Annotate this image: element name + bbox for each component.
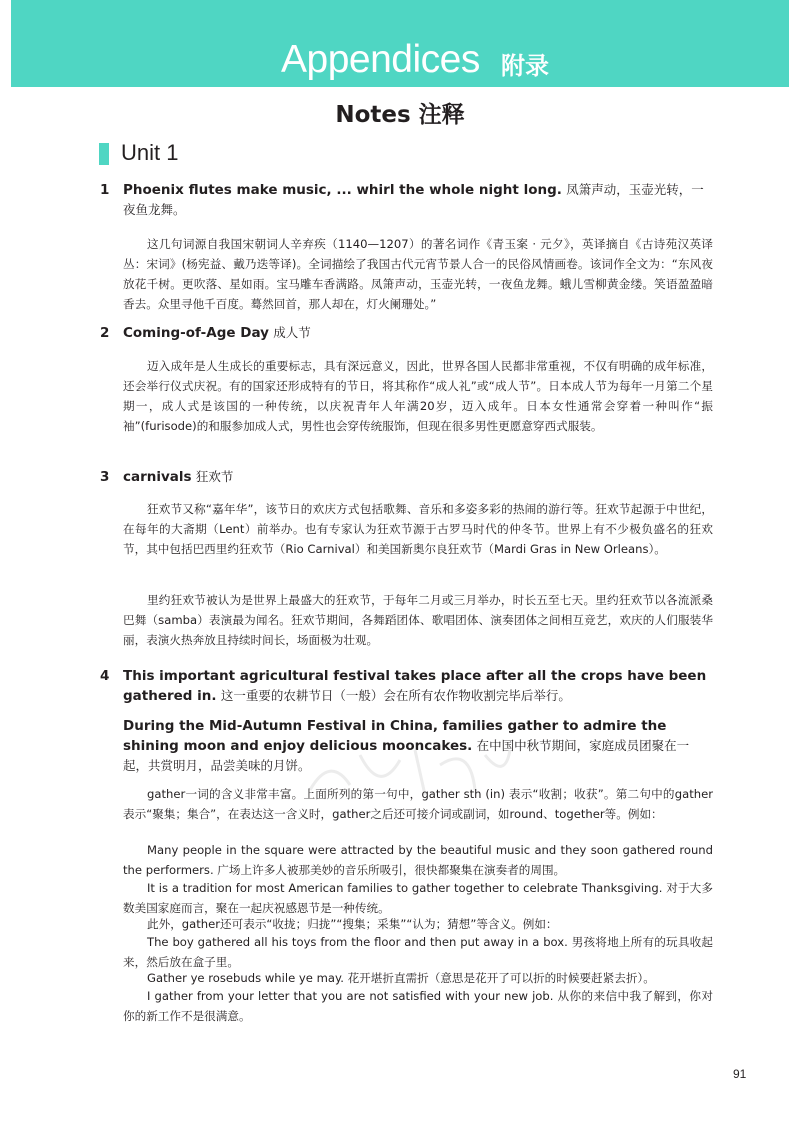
note-heading-cn: 狂欢节 — [195, 469, 234, 484]
note-heading — [123, 323, 713, 343]
example-sentence: Many people in the square were attracted by the beautiful music and they soon gathered round the performers. 广场上许多人被那美妙的音乐所吸引，很快都聚集在演奏者的周围。 — [123, 843, 713, 877]
note-number: 4 — [100, 668, 110, 684]
note-heading — [123, 666, 713, 706]
note-heading-en: Phoenix flutes make music, ... whirl the whole night long. — [123, 182, 562, 198]
note-paragraph: gather一词的含义非常丰富。上面所列的第一句中，gather sth (in) 表示“收割；收获”。第二句中的gather表示“聚集；集合”，在表达这一含义时，gather之后还可接介词或副词，如round、together等。例如： — [123, 787, 713, 821]
page-title: Notes 注释 — [335, 102, 465, 128]
example-sentence: It is a tradition for most American families to gather together to celebrate Thanksgiving. 对于大多数美国家庭而言，聚在一起庆祝感恩节是一种传统。 — [123, 881, 713, 915]
note-number: 3 — [100, 469, 110, 485]
header-banner — [11, 0, 789, 87]
note-heading-cn: 成人节 — [273, 325, 311, 340]
note-heading — [123, 180, 713, 220]
banner-title-cn: 附录 — [501, 52, 549, 80]
example-sentence: The boy gathered all his toys from the floor and then put away in a box. 男孩将地上所有的玩具收起来，然后放在盒子里。 — [123, 935, 713, 969]
note-paragraph: 迈入成年是人生成长的重要标志，具有深远意义，因此，世界各国人民都非常重视，不仅有明确的成年标准，还会举行仪式庆祝。有的国家还形成特有的节日，将其称作“成人礼”或“成人节”。日本成人节为每年一月第二个星期一，成人式是该国的一种传统，以庆祝青年人年满20岁，迈入成年。日本女性通常会穿着一种叫作“振袖”(furisode)的和服参加成人式，男性也会穿传统服饰，但现在很多男性更愿意穿西式服装。 — [123, 359, 713, 433]
note-paragraph: 这几句词源自我国宋朝词人辛弃疾（1140—1207）的著名词作《青玉案 · 元夕》，英译摘自《古诗苑汉英译丛：宋词》(杨宪益、戴乃迭等译)。全词描绘了我国古代元宵节景人合一的民俗风情画卷。该词作全文为：“东风夜放花千树。更吹落、星如雨。宝马雕车香满路。凤箫声动，玉壶光转，一夜鱼龙舞。蛾儿雪柳黄金缕。笑语盈盈暗香去。众里寻他千百度。蓦然回首，那人却在，灯火阑珊处。” — [123, 237, 713, 311]
note-paragraph: 此外，gather还可表示“收拢；归拢”“搜集；采集”“认为；猜想”等含义。例如： — [147, 917, 558, 931]
page-number: 91 — [733, 1067, 747, 1081]
note-subheading-en: During the Mid-Autumn Festival in China, families gather to admire the shining moon and enjoy delicious mooncakes. — [123, 718, 667, 754]
unit-marker-bar — [99, 143, 109, 165]
note-paragraph: 里约狂欢节被认为是世界上最盛大的狂欢节，于每年二月或三月举办，时长五至七天。里约狂欢节以各流派桑巴舞（samba）表演最为闻名。狂欢节期间，各舞蹈团体、歌唱团体、演奏团体之间相互竞艺，欢庆的人们服装华丽，表演火热奔放且持续时间长，场面极为壮观。 — [123, 593, 713, 647]
unit-title: Unit 1 — [121, 140, 179, 165]
note-heading-en: This important agricultural festival takes place after all the crops have been gathered in. — [123, 668, 707, 704]
note-number: 1 — [100, 182, 110, 198]
note-number: 2 — [100, 325, 110, 341]
example-sentence: Gather ye rosebuds while ye may. 花开堪折直需折（意思是花开了可以折的时候要赶紧去折）。 — [147, 971, 655, 985]
note-heading-cn: 凤箫声动，玉壶光转，一夜鱼龙舞。 — [123, 182, 704, 217]
note-heading-en: Coming-of-Age Day — [123, 325, 269, 341]
note-heading-en: carnivals — [123, 469, 192, 485]
example-sentence: I gather from your letter that you are not satisfied with your new job. 从你的来信中我了解到，你对你的新工作不是很满意。 — [123, 989, 713, 1023]
note-paragraph: 狂欢节又称“嘉年华”，该节日的欢庆方式包括歌舞、音乐和多姿多彩的热闹的游行等。狂欢节起源于中世纪，在每年的大斋期（Lent）前举办。也有专家认为狂欢节源于古罗马时代的仲冬节。世界上有不少极负盛名的狂欢节，其中包括巴西里约狂欢节（Rio Carnival）和美国新奥尔良狂欢节（Mardi Gras in New Orleans）。 — [123, 502, 713, 556]
note-heading — [123, 467, 713, 487]
note-heading-cn: 这一重要的农耕节日（一般）会在所有农作物收割完毕后举行。 — [220, 688, 571, 703]
note-subheading-cn: 在中国中秋节期间，家庭成员团聚在一起，共赏明月，品尝美味的月饼。 — [123, 738, 690, 773]
banner-title: Appendices — [281, 38, 480, 81]
